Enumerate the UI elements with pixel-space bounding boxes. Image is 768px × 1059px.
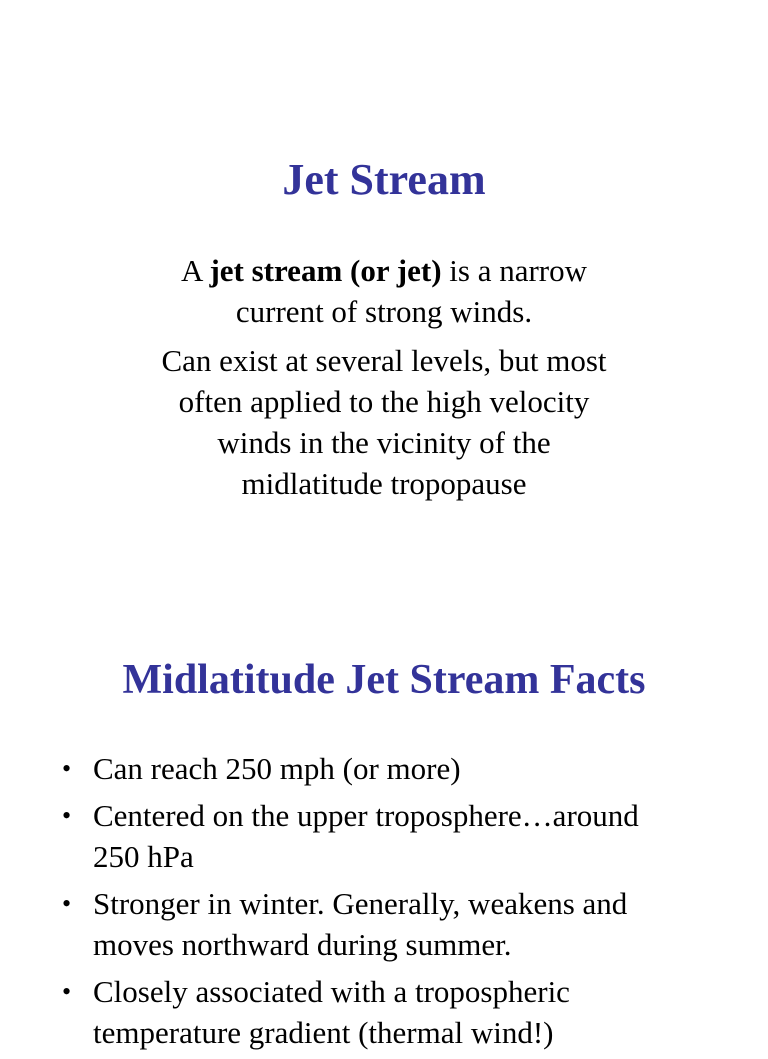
- levels-line: midlatitude tropopause: [241, 466, 527, 501]
- list-item: [62, 971, 752, 1053]
- list-item: [62, 748, 752, 789]
- levels-line: Can exist at several levels, but most: [161, 343, 607, 378]
- levels-line: often applied to the high velocity: [178, 384, 590, 419]
- levels-paragraph: [0, 340, 768, 504]
- bullet-text: 250 hPa: [93, 839, 194, 874]
- definition-term: jet stream (or jet): [209, 253, 442, 288]
- bullet-icon: •: [62, 754, 72, 783]
- slide-jet-stream-facts: [0, 560, 768, 1050]
- list-item: [62, 795, 752, 877]
- definition-prefix: A: [181, 253, 210, 288]
- bullet-icon: •: [62, 801, 72, 830]
- slide-title: Jet Stream: [282, 155, 486, 204]
- bullet-text: temperature gradient (thermal wind!): [93, 1015, 554, 1050]
- definition-line-2: current of strong winds.: [235, 294, 533, 329]
- list-item: [62, 883, 752, 965]
- definition-paragraph: [0, 250, 768, 332]
- bullet-text: Closely associated with a tropospheric: [93, 974, 570, 1009]
- slide-title: Midlatitude Jet Stream Facts: [122, 657, 646, 703]
- definition-line-1: [0, 250, 768, 291]
- definition-suffix: is a narrow: [441, 253, 587, 288]
- levels-line: winds in the vicinity of the: [217, 425, 551, 460]
- facts-list: [62, 748, 752, 1059]
- bullet-icon: •: [62, 889, 72, 918]
- bullet-icon: •: [62, 977, 72, 1006]
- bullet-text: Centered on the upper troposphere…around: [93, 798, 639, 833]
- bullet-text: Stronger in winter. Generally, weakens and: [93, 886, 628, 921]
- bullet-text: Can reach 250 mph (or more): [93, 751, 461, 786]
- bullet-text: moves northward during summer.: [93, 927, 512, 962]
